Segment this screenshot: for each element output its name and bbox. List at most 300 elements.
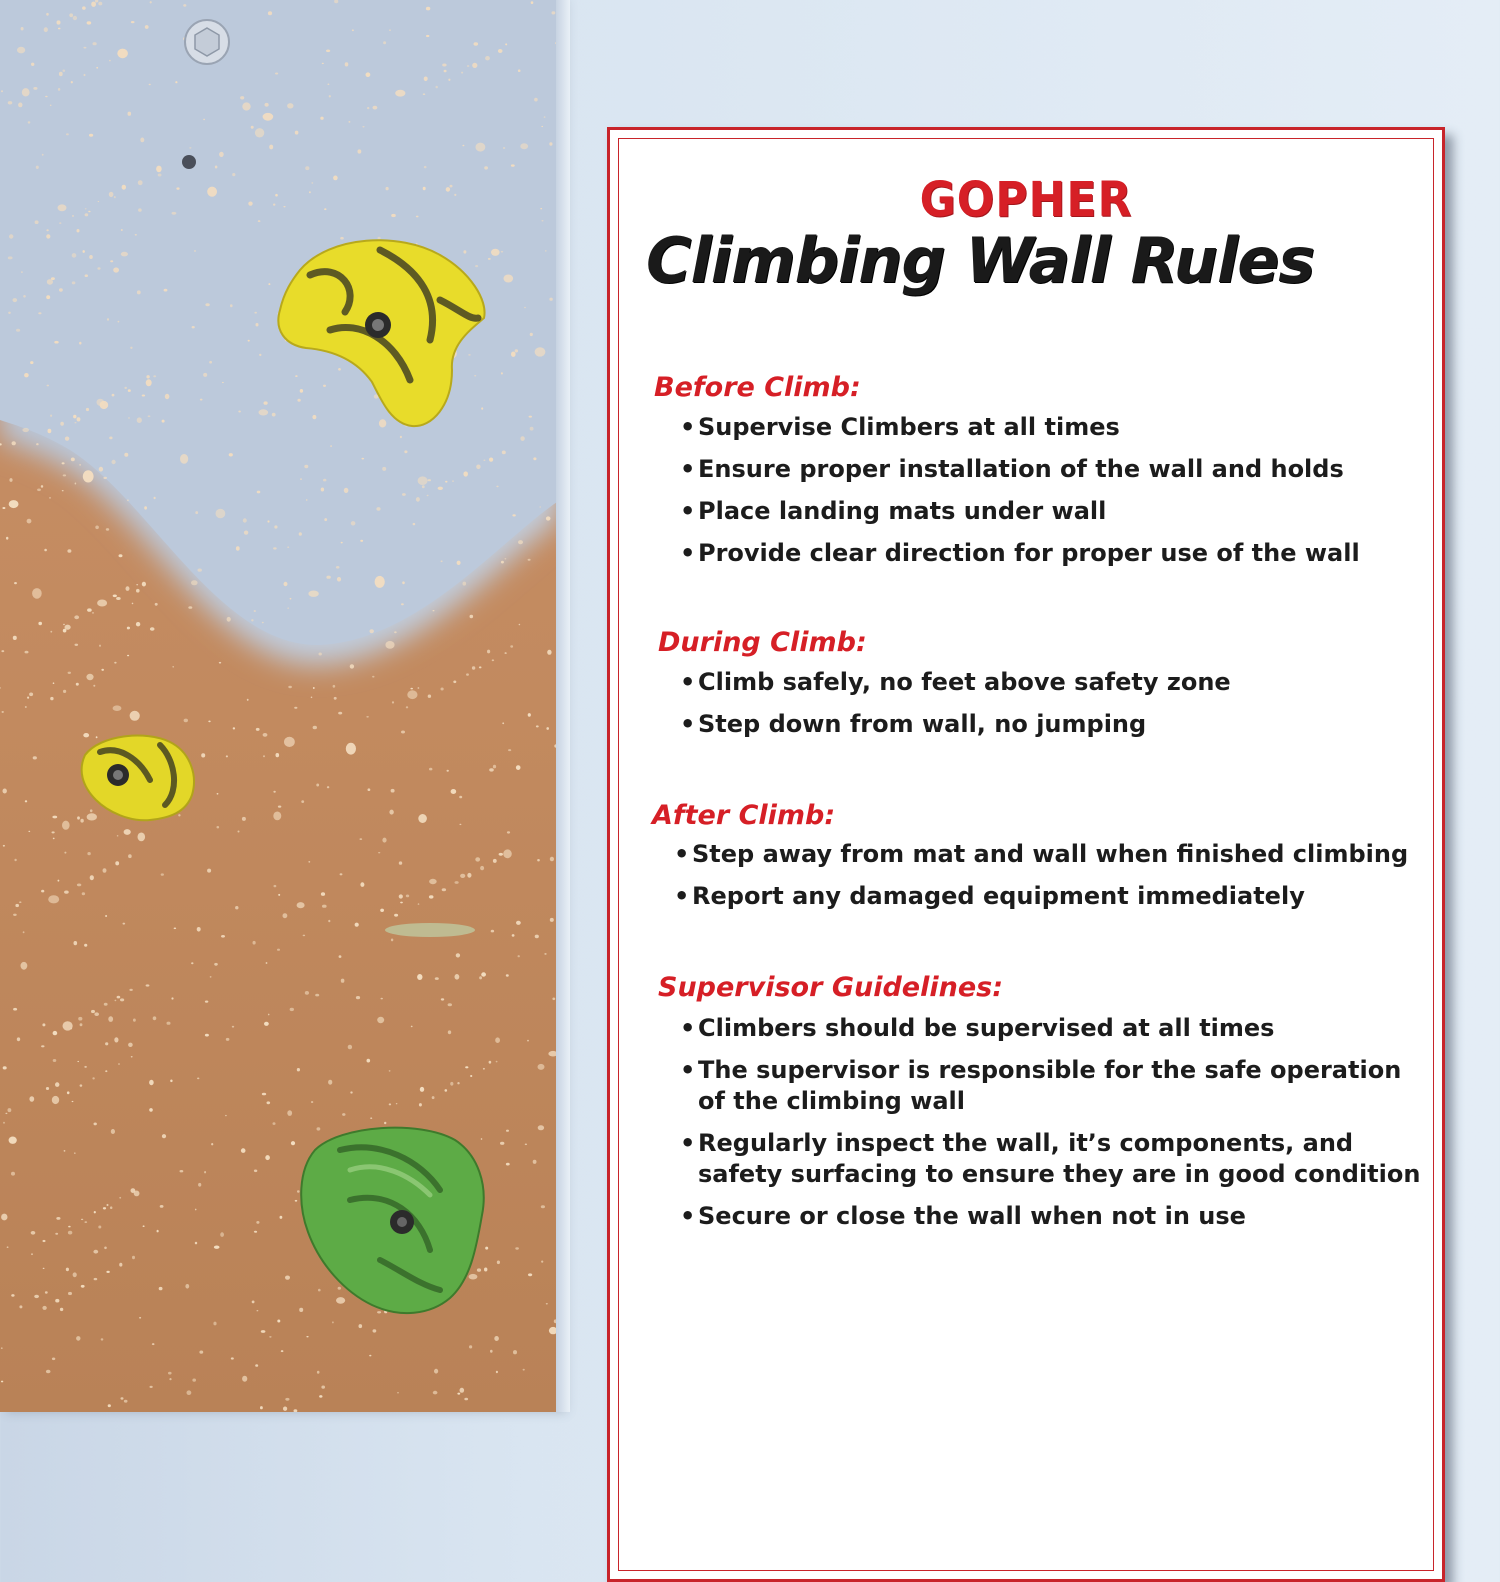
paint-speckle (273, 547, 277, 549)
paint-speckle (50, 415, 52, 417)
paint-speckle (326, 50, 330, 53)
paint-speckle (377, 1311, 381, 1313)
paint-speckle (261, 1330, 266, 1333)
paint-speckle (73, 1272, 77, 1277)
paint-speckle (475, 857, 480, 861)
paint-speckle (406, 706, 408, 708)
paint-speckle (59, 222, 61, 224)
section-heading-supervisor-guidelines: Supervisor Guidelines: (658, 972, 1004, 1003)
paint-speckle (74, 941, 78, 945)
paint-speckle (334, 697, 337, 700)
paint-speckle (121, 229, 123, 231)
paint-speckle (327, 786, 329, 788)
paint-speckle (368, 788, 371, 791)
paint-speckle (450, 185, 453, 188)
paint-speckle (287, 103, 293, 108)
paint-speckle (519, 624, 521, 626)
paint-speckle (88, 211, 90, 213)
paint-speckle (489, 458, 493, 462)
paint-speckle (243, 518, 247, 522)
paint-speckle (87, 852, 90, 855)
paint-speckle (119, 1197, 121, 1199)
paint-speckle (541, 220, 543, 221)
paint-speckle (47, 385, 50, 387)
paint-speckle (262, 1093, 266, 1096)
paint-speckle (92, 1077, 94, 1079)
paint-speckle (468, 354, 471, 356)
paint-speckle (9, 500, 19, 508)
paint-speckle (66, 1268, 69, 1272)
paint-speckle (72, 215, 74, 216)
paint-speckle (550, 918, 554, 922)
paint-speckle (142, 582, 146, 587)
paint-speckle (311, 1101, 313, 1103)
paint-speckle (119, 554, 123, 557)
paint-speckle (154, 497, 156, 499)
paint-speckle (333, 685, 336, 688)
paint-speckle (512, 514, 515, 516)
paint-speckle (2, 711, 4, 712)
paint-speckle (136, 622, 140, 626)
paint-speckle (2, 789, 6, 794)
paint-speckle (68, 672, 71, 674)
paint-speckle (19, 1305, 22, 1308)
paint-speckle (194, 250, 196, 251)
paint-speckle (516, 921, 521, 925)
paint-speckle (418, 814, 427, 823)
paint-speckle (313, 687, 315, 689)
paint-speckle (274, 525, 277, 528)
paint-speckle (344, 488, 349, 493)
paint-speckle (422, 485, 425, 488)
paint-speckle (204, 1171, 206, 1173)
list-item: • Climbers should be supervised at all times (680, 1013, 1420, 1044)
paint-speckle (495, 1037, 500, 1043)
paint-speckle (219, 662, 221, 664)
paint-speckle (153, 375, 156, 377)
paint-speckle (372, 676, 374, 678)
paint-speckle (63, 629, 67, 633)
paint-speckle (52, 1096, 59, 1104)
paint-speckle (544, 953, 546, 955)
paint-speckle (144, 506, 147, 509)
during-climb-list (680, 667, 1231, 751)
paint-speckle (303, 935, 306, 937)
paint-speckle (491, 249, 500, 256)
paint-speckle (110, 260, 113, 262)
paint-speckle (68, 1226, 71, 1228)
paint-speckle (148, 415, 151, 417)
paint-speckle (118, 321, 120, 323)
paint-speckle (115, 1000, 117, 1002)
paint-speckle (504, 275, 514, 283)
paint-speckle (117, 49, 128, 59)
paint-speckle (462, 145, 464, 147)
paint-speckle (305, 991, 309, 995)
paint-speckle (253, 941, 256, 945)
paint-speckle (401, 731, 405, 734)
paint-speckle (63, 474, 66, 476)
paint-speckle (441, 998, 444, 1000)
paint-speckle (3, 1122, 5, 1124)
paint-speckle (136, 584, 138, 585)
paint-speckle (304, 465, 308, 468)
climbing-wall-illustration (0, 0, 560, 1412)
list-item: • Ensure proper installation of the wall and holds (680, 454, 1360, 485)
paint-speckle (265, 103, 269, 107)
paint-speckle (159, 1287, 163, 1290)
list-item-continuation: of the climbing wall (698, 1087, 966, 1115)
paint-speckle (268, 11, 272, 15)
paint-speckle (305, 166, 309, 170)
paint-speckle (345, 62, 349, 66)
paint-speckle (470, 1075, 472, 1077)
paint-speckle (318, 1289, 321, 1292)
paint-speckle (46, 13, 49, 16)
paint-speckle (333, 176, 338, 181)
paint-speckle (322, 63, 324, 64)
paint-speckle (33, 756, 37, 759)
paint-speckle (24, 373, 29, 377)
paint-speckle (124, 453, 128, 457)
paint-speckle (9, 1137, 17, 1144)
paint-speckle (317, 1127, 321, 1130)
paint-speckle (43, 1240, 46, 1242)
paint-speckle (328, 920, 330, 923)
paint-speckle (53, 838, 55, 840)
paint-speckle (484, 460, 486, 461)
paint-speckle (21, 27, 24, 30)
paint-speckle (36, 166, 39, 169)
paint-speckle (383, 41, 386, 44)
paint-speckle (1, 90, 3, 92)
paint-speckle (350, 664, 354, 668)
paint-speckle (67, 549, 71, 553)
paint-speckle (115, 861, 119, 865)
paint-speckle (8, 312, 11, 314)
paint-speckle (68, 1292, 72, 1295)
paint-speckle (528, 1273, 532, 1276)
paint-speckle (94, 1012, 99, 1016)
paint-speckle (197, 927, 201, 932)
paint-speckle (402, 493, 406, 496)
paint-speckle (209, 361, 212, 364)
paint-speckle (483, 1068, 485, 1070)
paint-speckle (99, 645, 101, 647)
paint-speckle (481, 407, 483, 409)
paint-speckle (191, 962, 193, 964)
paint-speckle (74, 615, 79, 619)
paint-speckle (240, 96, 244, 99)
paint-speckle (460, 1388, 465, 1393)
paint-speckle (256, 728, 260, 731)
paint-speckle (500, 1142, 504, 1145)
paint-speckle (128, 854, 132, 858)
paint-speckle (23, 295, 26, 298)
paint-speckle (17, 47, 25, 54)
list-item: • Report any damaged equipment immediately (674, 881, 1408, 912)
paint-speckle (137, 417, 142, 423)
paint-speckle (116, 597, 121, 600)
paint-speckle (77, 884, 81, 887)
paint-speckle (359, 838, 362, 840)
paint-speckle (80, 819, 83, 823)
paint-speckle (75, 483, 77, 485)
paint-speckle (328, 1080, 332, 1085)
paint-speckle (404, 450, 407, 453)
paint-speckle (311, 697, 313, 699)
paint-speckle (510, 645, 513, 647)
paint-speckle (122, 185, 126, 190)
paint-speckle (19, 901, 21, 903)
paint-speckle (189, 147, 191, 148)
paint-speckle (287, 546, 289, 548)
paint-speckle (472, 666, 475, 669)
list-item-continuation: safety surfacing to ensure they are in good condition (698, 1160, 1421, 1188)
paint-speckle (153, 1016, 157, 1020)
paint-speckle (496, 1061, 498, 1063)
paint-speckle (203, 373, 207, 377)
paint-speckle (273, 204, 275, 206)
paint-speckle (284, 582, 288, 586)
paint-speckle (552, 11, 556, 14)
paint-speckle (552, 998, 555, 1001)
paint-speckle (84, 1221, 87, 1223)
paint-speckle (479, 976, 482, 979)
paint-speckle (195, 1209, 197, 1211)
paint-speckle (263, 733, 268, 737)
paint-speckle (506, 1130, 509, 1132)
paint-speckle (375, 576, 385, 588)
paint-speckle (394, 914, 398, 917)
paint-speckle (55, 1082, 59, 1087)
paint-speckle (242, 1376, 247, 1382)
paint-speckle (300, 389, 303, 393)
paint-speckle (389, 810, 393, 815)
paint-speckle (384, 1122, 386, 1124)
paint-speckle (397, 1392, 399, 1393)
paint-speckle (50, 697, 53, 700)
paint-speckle (22, 428, 29, 432)
paint-speckle (400, 436, 402, 438)
paint-speckle (89, 255, 93, 259)
paint-speckle (366, 72, 371, 77)
paint-speckle (31, 1253, 33, 1255)
paint-speckle (355, 923, 359, 927)
paint-speckle (263, 755, 265, 757)
paint-speckle (127, 499, 129, 501)
paint-speckle (323, 479, 326, 482)
paint-speckle (171, 997, 173, 999)
paint-speckle (184, 719, 188, 723)
paint-speckle (226, 755, 228, 757)
paint-speckle (336, 1297, 345, 1304)
section-heading-during-climb: During Climb: (658, 627, 867, 658)
paint-speckle (265, 1155, 270, 1160)
paint-speckle (360, 540, 363, 542)
paint-speckle (423, 93, 426, 95)
paint-speckle (146, 379, 152, 386)
paint-speckle (53, 1031, 58, 1035)
paint-speckle (459, 796, 462, 799)
paint-speckle (146, 984, 150, 986)
paint-speckle (138, 208, 142, 211)
paint-speckle (367, 107, 369, 109)
paint-speckle (247, 699, 249, 701)
paint-speckle (142, 395, 145, 397)
paint-speckle (169, 1378, 171, 1380)
paint-speckle (13, 298, 18, 302)
paint-speckle (241, 1148, 246, 1153)
paint-speckle (207, 869, 211, 873)
paint-speckle (75, 422, 77, 423)
paint-speckle (65, 437, 69, 441)
paint-speckle (295, 131, 299, 135)
paint-speckle (493, 859, 497, 863)
paint-speckle (158, 174, 162, 177)
paint-speckle (267, 520, 269, 522)
list-item: • Provide clear direction for proper use of the wall (680, 538, 1360, 569)
paint-speckle (98, 201, 100, 202)
paint-speckle (87, 813, 97, 820)
paint-speckle (46, 234, 50, 238)
paint-speckle (465, 1066, 468, 1068)
paint-speckle (418, 687, 420, 689)
paint-speckle (199, 1351, 203, 1354)
paint-speckle (107, 1204, 109, 1206)
paint-speckle (341, 542, 343, 544)
paint-speckle (83, 250, 85, 253)
paint-speckle (214, 1246, 220, 1249)
paint-speckle (306, 499, 308, 500)
paint-speckle (467, 65, 470, 67)
paint-speckle (58, 88, 60, 91)
paint-speckle (513, 1350, 517, 1354)
paint-speckle (476, 465, 480, 470)
paint-speckle (104, 1003, 108, 1006)
paint-speckle (25, 651, 29, 654)
paint-speckle (167, 1022, 171, 1025)
paint-speckle (200, 399, 203, 401)
paint-speckle (7, 1108, 11, 1112)
paint-speckle (350, 1091, 352, 1093)
paint-speckle (448, 1030, 451, 1034)
paint-speckle (546, 727, 549, 730)
paint-speckle (217, 826, 220, 828)
paint-speckle (268, 1014, 270, 1016)
paint-speckle (101, 669, 104, 671)
paint-speckle (46, 1087, 49, 1090)
paint-speckle (527, 1040, 529, 1042)
paint-speckle (11, 1294, 14, 1297)
paint-speckle (352, 29, 354, 31)
paint-speckle (76, 683, 79, 686)
paint-speckle (545, 250, 547, 252)
paint-speckle (235, 906, 238, 909)
paint-speckle (131, 21, 135, 23)
paint-speckle (477, 1268, 481, 1271)
paint-speckle (185, 1284, 189, 1289)
paint-speckle (407, 690, 417, 699)
paint-speckle (64, 852, 66, 854)
paint-speckle (267, 1101, 271, 1104)
paint-speckle (9, 478, 12, 482)
paint-speckle (232, 173, 235, 176)
paint-speckle (503, 849, 512, 858)
paint-speckle (426, 7, 430, 11)
paint-speckle (132, 603, 134, 605)
paint-speckle (541, 126, 543, 127)
paint-speckle (338, 1287, 341, 1290)
paint-speckle (94, 1211, 96, 1213)
paint-speckle (294, 707, 297, 709)
paint-speckle (413, 523, 416, 525)
paint-speckle (91, 1010, 95, 1013)
paint-speckle (231, 1357, 234, 1359)
paint-speckle (379, 419, 386, 427)
paint-speckle (198, 1183, 201, 1187)
paint-speckle (470, 615, 474, 618)
paint-speckle (450, 1082, 453, 1086)
paint-speckle (85, 274, 88, 277)
paint-speckle (389, 29, 391, 31)
paint-speckle (244, 531, 248, 535)
paint-speckle (62, 462, 65, 464)
paint-speckle (378, 237, 381, 240)
paint-speckle (139, 1317, 141, 1319)
paint-speckle (456, 953, 460, 957)
paint-speckle (283, 206, 285, 207)
paint-speckle (47, 279, 53, 285)
paint-speckle (348, 1045, 352, 1050)
paint-speckle (469, 1274, 478, 1280)
paint-speckle (15, 904, 19, 907)
paint-speckle (438, 487, 443, 490)
paint-speckle (416, 497, 420, 502)
paint-speckle (111, 1129, 115, 1134)
paint-speckle (429, 768, 432, 771)
paint-speckle (432, 1096, 435, 1099)
paint-speckle (28, 831, 30, 832)
paint-speckle (221, 935, 225, 938)
paint-speckle (505, 652, 507, 653)
paint-speckle (97, 267, 100, 269)
paint-speckle (128, 112, 132, 116)
paint-speckle (341, 979, 345, 983)
paint-speckle (419, 1103, 422, 1106)
paint-speckle (321, 488, 324, 492)
paint-speckle (114, 662, 116, 664)
paint-speckle (227, 617, 231, 622)
paint-speckle (273, 791, 275, 793)
paint-speckle (274, 885, 277, 887)
paint-speckle (178, 814, 180, 816)
paint-speckle (145, 25, 149, 29)
paint-speckle (248, 340, 250, 342)
paint-speckle (14, 582, 17, 584)
paint-speckle (306, 1336, 308, 1337)
paint-speckle (213, 1322, 216, 1326)
paint-speckle (97, 399, 105, 406)
paint-speckle (424, 77, 428, 82)
paint-speckle (86, 674, 93, 680)
paint-speckle (518, 69, 521, 72)
paint-speckle (85, 208, 87, 209)
paint-speckle (63, 70, 66, 72)
paint-speckle (84, 74, 86, 76)
paint-speckle (156, 166, 162, 173)
paint-speckle (75, 644, 79, 646)
